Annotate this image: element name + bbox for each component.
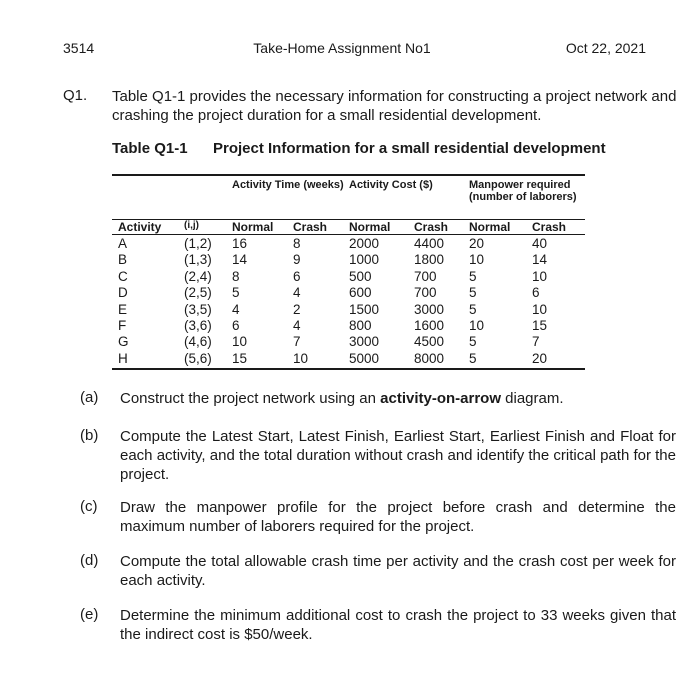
project-table <box>112 174 585 370</box>
table-row <box>112 252 585 268</box>
cell-man-crash: 14 <box>532 252 548 268</box>
task-label: (e) <box>80 606 99 623</box>
col-man-crash: Crash <box>532 220 567 234</box>
task-label: (b) <box>80 427 99 444</box>
document-date: Oct 22, 2021 <box>565 40 646 56</box>
cell-activity: H <box>118 350 128 366</box>
cell-cost-crash: 4500 <box>414 334 445 350</box>
cell-time-crash: 2 <box>293 301 301 317</box>
cell-man-normal: 10 <box>469 252 485 268</box>
task-label: (a) <box>80 389 99 406</box>
cell-activity: D <box>118 285 128 301</box>
question-text: Table Q1-1 provides the necessary information for constructing a project network and crashing the project duration for a small residential development. <box>112 88 677 124</box>
cell-man-crash: 6 <box>532 285 540 301</box>
cell-time-normal: 8 <box>232 268 240 284</box>
cell-cost-crash: 1800 <box>414 252 445 268</box>
cell-cost-crash: 700 <box>414 268 437 284</box>
table-top-rule <box>112 174 585 176</box>
col-cost-crash: Crash <box>414 220 449 234</box>
col-ij: (i,j) <box>184 220 199 231</box>
col-time-crash: Crash <box>293 220 328 234</box>
task-text: Determine the minimum additional cost to crash the project to 33 weeks given that the indirect cost is $50/week. <box>120 607 676 643</box>
cell-cost-crash: 3000 <box>414 301 445 317</box>
task-label: (d) <box>80 552 99 569</box>
cell-cost-crash: 4400 <box>414 236 445 251</box>
table-caption-title: Project Information for a small residential development <box>213 140 606 157</box>
cell-time-normal: 15 <box>232 350 248 366</box>
cell-ij: (5,6) <box>184 350 212 366</box>
cell-time-normal: 14 <box>232 252 248 268</box>
table-row <box>112 269 585 285</box>
cell-man-crash: 40 <box>532 236 548 251</box>
col-man-normal: Normal <box>469 220 511 234</box>
page-number: 3514 <box>63 40 95 56</box>
table-row <box>112 302 585 318</box>
cell-man-crash: 10 <box>532 301 548 317</box>
cell-man-crash: 15 <box>532 318 548 333</box>
cell-activity: C <box>118 268 128 284</box>
cell-activity: A <box>118 236 128 251</box>
col-cost-normal: Normal <box>349 220 391 234</box>
question-number: Q1. <box>63 87 88 104</box>
table-row <box>112 318 585 334</box>
cell-man-crash: 20 <box>532 350 548 366</box>
task-text: Compute the Latest Start, Latest Finish, Earliest Start, Earliest Finish and Float for each activity, and the total duration without crash and identify the critical path for the project. <box>120 428 676 483</box>
table-caption-id: Table Q1-1 <box>112 140 188 157</box>
cell-ij: (2,4) <box>184 268 212 284</box>
cell-man-normal: 5 <box>469 301 477 317</box>
cell-man-normal: 5 <box>469 350 477 366</box>
col-time-normal: Normal <box>232 220 274 234</box>
subheader-rule <box>112 234 585 235</box>
cell-cost-normal: 500 <box>349 268 372 284</box>
cell-time-normal: 10 <box>232 334 248 350</box>
cell-activity: G <box>118 334 129 350</box>
cell-ij: (4,6) <box>184 334 212 350</box>
cell-ij: (1,2) <box>184 236 212 251</box>
cell-time-crash: 8 <box>293 236 301 251</box>
cell-cost-normal: 3000 <box>349 334 380 350</box>
table-bottom-rule <box>112 368 585 370</box>
col-activity: Activity <box>118 220 162 234</box>
cell-man-normal: 20 <box>469 236 485 251</box>
cell-activity: F <box>118 318 127 333</box>
cell-cost-crash: 8000 <box>414 350 445 366</box>
cell-time-crash: 4 <box>293 285 301 301</box>
cell-cost-normal: 800 <box>349 318 372 333</box>
task-bold-term: activity-on-arrow <box>380 390 501 407</box>
task-label: (c) <box>80 498 98 515</box>
cell-ij: (1,3) <box>184 252 212 268</box>
header-manpower: Manpower required (number of laborers) <box>469 179 577 203</box>
cell-time-crash: 4 <box>293 318 301 333</box>
cell-time-normal: 4 <box>232 301 240 317</box>
cell-cost-normal: 1000 <box>349 252 380 268</box>
table-row <box>112 236 585 252</box>
cell-man-crash: 7 <box>532 334 540 350</box>
task-text: Construct the project network using an activity-on-arrow diagram. <box>120 390 564 407</box>
cell-time-normal: 6 <box>232 318 240 333</box>
header-activity-time-text: Activity Time (weeks) <box>232 179 344 191</box>
task-text: Draw the manpower profile for the project before crash and determine the maximum number of laborers required for the project. <box>120 499 676 535</box>
cell-man-normal: 5 <box>469 285 477 301</box>
table-row <box>112 351 585 367</box>
cell-man-normal: 10 <box>469 318 485 333</box>
cell-man-crash: 10 <box>532 268 548 284</box>
cell-man-normal: 5 <box>469 334 477 350</box>
header-activity-cost: Activity Cost ($) <box>349 179 433 191</box>
cell-time-normal: 16 <box>232 236 248 251</box>
cell-time-crash: 6 <box>293 268 301 284</box>
cell-activity: E <box>118 301 128 317</box>
cell-time-normal: 5 <box>232 285 240 301</box>
cell-time-crash: 10 <box>293 350 309 366</box>
cell-ij: (3,6) <box>184 318 212 333</box>
cell-activity: B <box>118 252 128 268</box>
cell-ij: (2,5) <box>184 285 212 301</box>
cell-man-normal: 5 <box>469 268 477 284</box>
table-row <box>112 285 585 301</box>
table-row <box>112 334 585 350</box>
cell-cost-normal: 5000 <box>349 350 380 366</box>
cell-ij: (3,5) <box>184 301 212 317</box>
document-title: Take-Home Assignment No1 <box>253 40 431 56</box>
cell-time-crash: 7 <box>293 334 301 350</box>
cell-cost-normal: 1500 <box>349 301 380 317</box>
cell-cost-normal: 600 <box>349 285 372 301</box>
cell-cost-crash: 1600 <box>414 318 445 333</box>
cell-cost-normal: 2000 <box>349 236 380 251</box>
cell-cost-crash: 700 <box>414 285 437 301</box>
cell-time-crash: 9 <box>293 252 301 268</box>
task-text: Compute the total allowable crash time per activity and the crash cost per week for each activity. <box>120 553 676 589</box>
